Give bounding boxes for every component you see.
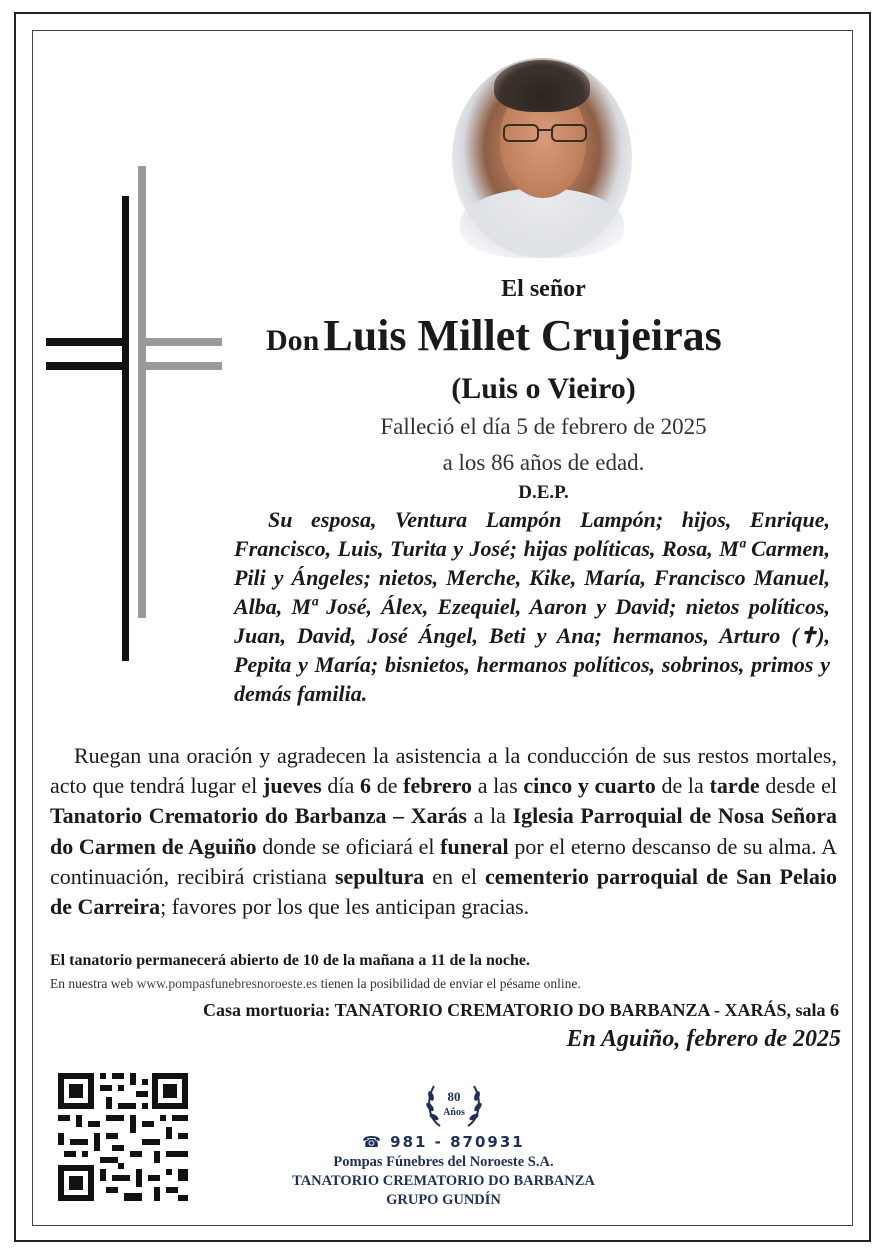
full-name: Luis Millet Crujeiras bbox=[323, 311, 722, 360]
dep-text: D.E.P. bbox=[518, 482, 569, 503]
web-note: En nuestra web www.pompasfunebresnoroeste.es tienen la posibilidad de enviar el pésame online. bbox=[50, 976, 581, 991]
place-date: En Aguiño, febrero de 2025 bbox=[566, 1026, 841, 1052]
family-paragraph: Su esposa, Ventura Lampón Lampón; hijos, Enrique, Francisco, Luis, Turita y José; hijas políticas, Rosa, Mª Carmen, Pili y Ángeles; nietos, Merche, Kike, María, Francisco Manuel, Alba, Mª José, Álex, Ezequiel, Aaron y David; nietos políticos, Juan, David, José Ángel, Beti y Ana; hermanos, Arturo (✝), Pepita y María; bisnietos, hermanos políticos, sobrinos, primos y demás familia. bbox=[234, 507, 830, 706]
ceremony-paragraph: Ruegan una oración y agradecen la asistencia a la conducción de sus restos mortales, acto que tendrá lugar el jueves día 6 de febrero a las cinco y cuarto de la tarde desde el Tanatorio Crematorio do Barbanza – Xarás a la Iglesia Parroquial de Nosa Señora do Carmen de Aguiño donde se oficiará el funeral por el eterno descanso de su alma. A continuación, recibirá cristiana sepultura en el cementerio parroquial de San Pelaio de Carreira; favores por los que les anticipan gracias. bbox=[50, 743, 838, 920]
company-tanatorio: TANATORIO CREMATORIO DO BARBANZA bbox=[292, 1173, 595, 1189]
logo-number: 80 bbox=[447, 1089, 461, 1104]
company-name: Pompas Fúnebres del Noroeste S.A. bbox=[333, 1154, 554, 1170]
age-line: a los 86 años de edad. bbox=[442, 450, 645, 475]
deceased-name bbox=[266, 310, 722, 361]
web-link[interactable]: www.pompasfunebresnoroeste.es bbox=[136, 976, 318, 991]
laurel-80-logo bbox=[424, 1076, 484, 1134]
company-group: GRUPO GUNDÍN bbox=[386, 1192, 501, 1208]
alias: (Luis o Vieiro) bbox=[451, 372, 636, 405]
phone-line bbox=[0, 1133, 887, 1151]
casa-mortuoria: Casa mortuoria: TANATORIO CREMATORIO DO BARBANZA - XARÁS, sala 6 bbox=[202, 1000, 839, 1020]
logo-word: Años bbox=[443, 1107, 465, 1118]
honorific: Don bbox=[266, 324, 320, 357]
tanatorio-hours: El tanatorio permanecerá abierto de 10 de la mañana a 11 de la noche. bbox=[50, 952, 530, 969]
death-date: Falleció el día 5 de febrero de 2025 bbox=[380, 414, 707, 439]
title-prefix: El señor bbox=[501, 276, 586, 302]
phone-number[interactable]: 981 - 870931 bbox=[390, 1133, 525, 1151]
portrait-photo bbox=[452, 58, 632, 258]
phone-icon: ☎ bbox=[362, 1133, 391, 1151]
